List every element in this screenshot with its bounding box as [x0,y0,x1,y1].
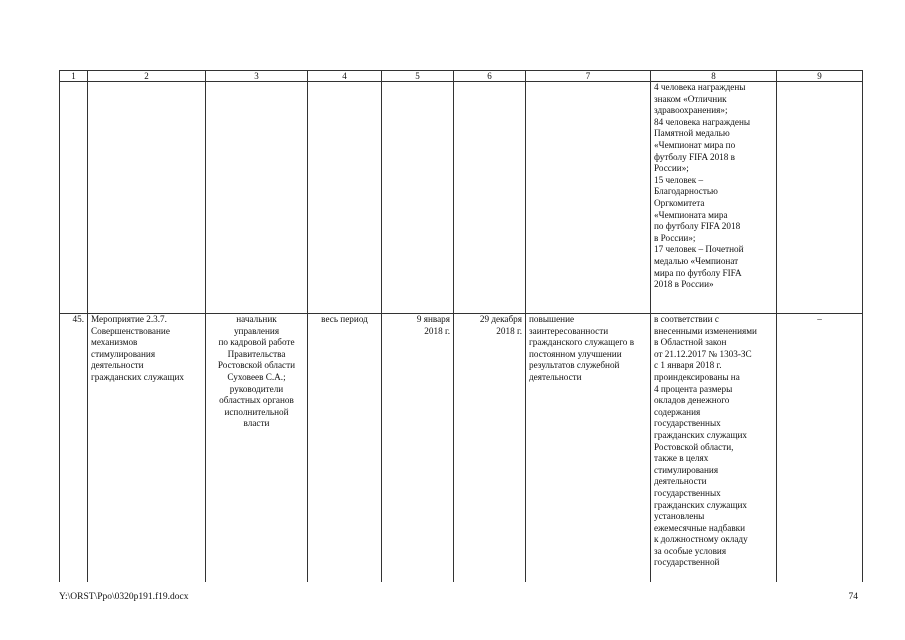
footer-page-number: 74 [848,592,858,602]
column-header: 7 [526,71,651,82]
table-cell [777,82,863,314]
column-header: 4 [308,71,382,82]
start-date-text: 9 января 2018 г. [416,314,450,336]
actual-result-cell [651,314,777,583]
column-header: 5 [382,71,454,82]
table-row-continuation [60,82,863,314]
column-header: 1 [60,71,88,82]
activity-name-text: Мероприятие 2.3.7. Совершенствование механизмов стимулирования деятельности гражданских служащих [91,314,184,382]
column-header: 8 [651,71,777,82]
end-date-cell [454,314,526,583]
column-header: 3 [206,71,308,82]
table-cell [88,82,206,314]
start-date-cell [382,314,454,583]
table-cell [206,82,308,314]
table-cell [526,82,651,314]
note-cell [777,314,863,583]
executor-text: начальник управления по кадровой работе Правительства Ростовской области Суховеев С.А.; руководители областных органов исполнительной власти [217,314,296,429]
report-table [59,70,863,582]
note-text: – [817,314,822,324]
table-cell [308,82,382,314]
row-number-text: 45. [72,314,84,324]
activity-name-cell [88,314,206,583]
column-header: 9 [777,71,863,82]
actual-result-text: в соответствии с внесенными изменениями в Областной закон от 21.12.2017 № 1303-ЗС с 1 января 2018 г. проиндексированы на 4 процента размеры окладов денежного содержания государственных гражданских служащих Ростовской области, также в целях стимулирования деятельности государственных гражданских служащих установлены ежемесячные надбавки к должностному окладу за особые условия государственной [654,314,757,568]
end-date-text: 29 декабря 2018 г. [479,314,522,336]
column-header: 2 [88,71,206,82]
column-number-row [60,71,863,82]
expected-result-text: повышение заинтересованности гражданского служащего в постоянном улучшении результатов служебной деятельности [529,314,635,382]
table-cell [454,82,526,314]
row-number [60,314,88,583]
result-text: 4 человека награждены знаком «Отличник здравоохранения»; 84 человека награждены Памятной медалью «Чемпионат мира по футболу FIFA 2018 в России»; 15 человек – Благодарностью Оргкомитета «Чемпионата мира по футболу FIFA 2018 в России»; 17 человек – Почетной медалью «Чемпионат мира по футболу FIFA 2018 в России» [654,82,751,290]
table-row-45 [60,314,863,583]
column-header: 6 [454,71,526,82]
executor-cell [206,314,308,583]
footer-file-path: Y:\ORST\Ppo\0320p191.f19.docx [59,592,189,602]
period-cell [308,314,382,583]
table-cell [60,82,88,314]
expected-result-cell [526,314,651,583]
period-text: весь период [321,314,368,324]
result-cell [651,82,777,314]
table-cell [382,82,454,314]
